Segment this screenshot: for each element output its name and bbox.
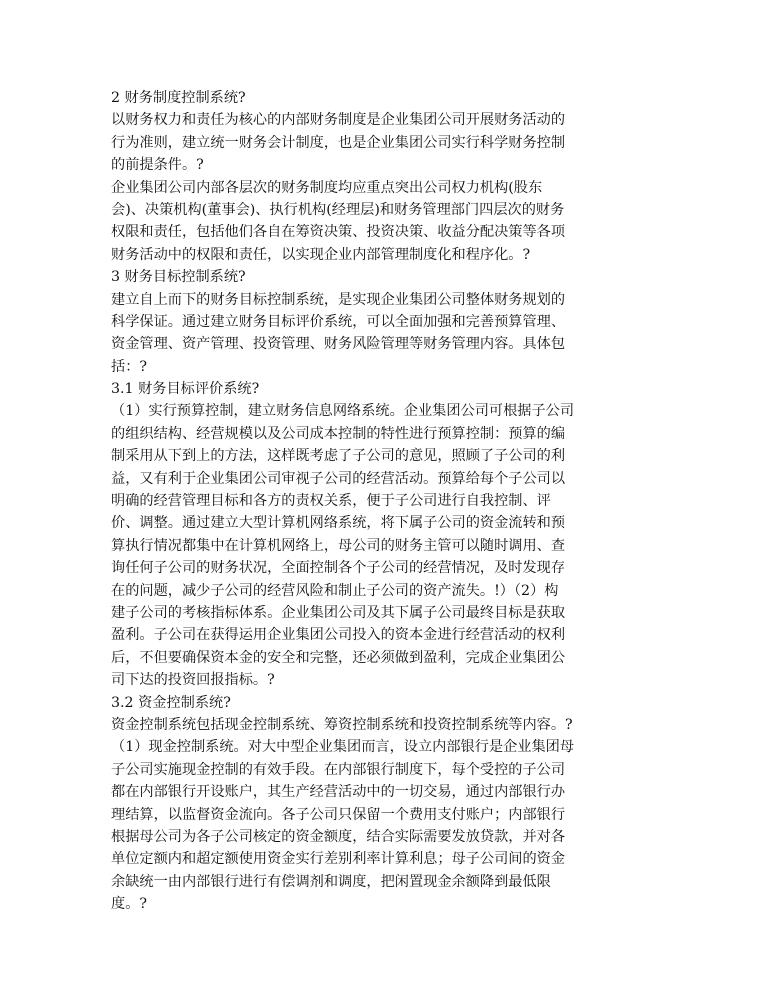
text-line: 司下达的投资回报指标。? <box>111 672 275 689</box>
text-line: 子公司实施现金控制的有效手段。在内部银行制度下，每个受控的子公司 <box>111 761 566 778</box>
text-line: 算执行情况都集中在计算机网络上，母公司的财务主管可以随时调用、查 <box>111 537 566 554</box>
text-line: （1）实行预算控制，建立财务信息网络系统。企业集团公司可根据子公司 <box>111 403 575 420</box>
text-line: 根据母公司为各子公司核定的资金额度，结合实际需要发放贷款，并对各 <box>111 828 566 845</box>
text-line: 益，又有利于企业集团公司审视子公司的经营活动。预算给每个子公司以 <box>111 470 566 487</box>
subsection-heading: 3.1 财务目标评价系统? <box>111 381 260 398</box>
text-line: 在的问题，减少子公司的经营风险和制止子公司的资产流失。!）（2）构 <box>111 582 559 599</box>
text-line: 询任何子公司的财务状况，全面控制各个子公司的经营情况，及时发现存 <box>111 560 566 577</box>
text-line: 以财务权力和责任为核心的内部财务制度是企业集团公司开展财务活动的 <box>111 112 566 129</box>
text-line: 余缺统一由内部银行进行有偿调剂和调度，把闲置现金余额降到最低限 <box>111 873 551 890</box>
subsection-heading: 3.2 资金控制系统? <box>111 694 231 711</box>
text-line: 的组织结构、经营规模以及公司成本控制的特性进行预算控制：预算的编 <box>111 425 566 442</box>
text-line: 制采用从下到上的方法，这样既考虑了子公司的意见，照顾了子公司的利 <box>111 448 566 465</box>
text-line: 单位定额内和超定额使用资金实行差别利率计算利息；母子公司间的资金 <box>111 851 566 868</box>
text-line: 度。? <box>111 896 147 913</box>
text-line: 都在内部银行开设账户，其生产经营活动中的一切交易，通过内部银行办 <box>111 784 566 801</box>
text-line: 盈利。子公司在获得运用企业集团公司投入的资本金进行经营活动的权利 <box>111 627 566 644</box>
text-line: 财务活动中的权限和责任，以实现企业内部管理制度化和程序化。? <box>111 246 531 263</box>
text-line: 后，不但要确保资本金的安全和完整，还必须做到盈利，完成企业集团公 <box>111 649 566 666</box>
text-line: 括：? <box>111 358 147 375</box>
text-line: 行为准则，建立统一财务会计制度，也是企业集团公司实行科学财务控制 <box>111 134 566 151</box>
text-line: 建立自上而下的财务目标控制系统，是实现企业集团公司整体财务规划的 <box>111 291 566 308</box>
text-line: 理结算，以监督资金流向。各子公司只保留一个费用支付账户；内部银行 <box>111 806 566 823</box>
text-line: 权限和责任，包括他们各自在筹资决策、投资决策、收益分配决策等各项 <box>111 224 566 241</box>
text-line: 会)、决策机构(董事会)、执行机构(经理层)和财务管理部门四层次的财务 <box>111 201 565 218</box>
text-line: （1）现金控制系统。对大中型企业集团而言，设立内部银行是企业集团母 <box>111 739 575 756</box>
text-line: 明确的经营管理目标和各方的责权关系，便于子公司进行自我控制、评 <box>111 493 551 510</box>
section-heading: 3 财务目标控制系统? <box>111 269 246 286</box>
text-line: 资金控制系统包括现金控制系统、筹资控制系统和投资控制系统等内容。? <box>111 716 573 733</box>
text-line: 科学保证。通过建立财务目标评价系统，可以全面加强和完善预算管理、 <box>111 313 566 330</box>
text-line: 资金管理、资产管理、投资管理、财务风险管理等财务管理内容。具体包 <box>111 336 566 353</box>
text-line: 企业集团公司内部各层次的财务制度均应重点突出公司权力机构(股东 <box>111 179 543 196</box>
text-line: 的前提条件。? <box>111 157 204 174</box>
text-line: 建子公司的考核指标体系。企业集团公司及其下属子公司最终目标是获取 <box>111 604 566 621</box>
section-heading: 2 财务制度控制系统? <box>111 90 246 106</box>
document-body <box>111 87 603 915</box>
text-line: 价、调整。通过建立大型计算机网络系统，将下属子公司的资金流转和预 <box>111 515 566 532</box>
